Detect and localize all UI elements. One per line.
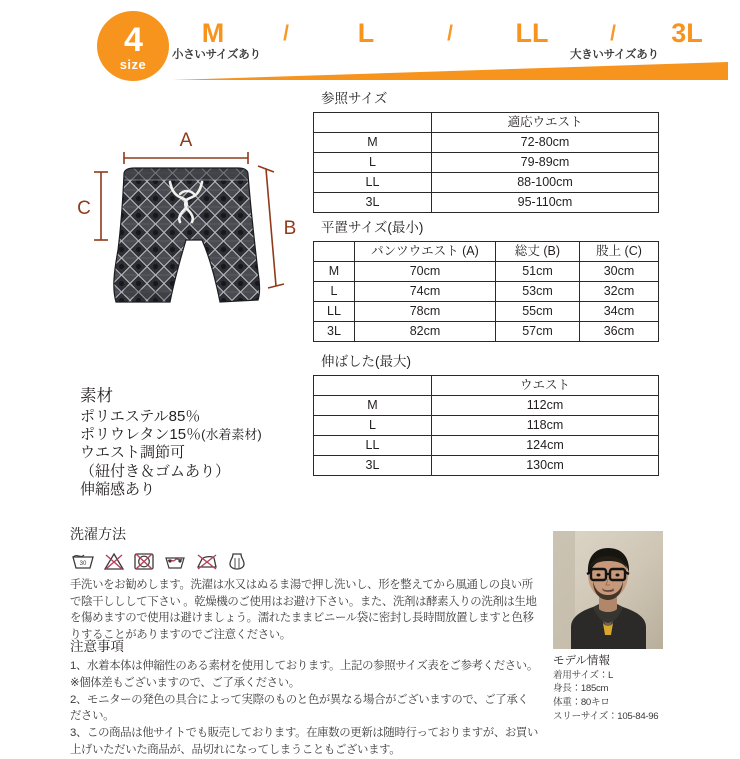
no-iron-icon xyxy=(194,550,220,572)
table-cell-size: LL xyxy=(314,172,432,192)
table-cell-size: 3L xyxy=(314,192,432,212)
model-wearing-size: 着用サイズ：L xyxy=(553,669,614,681)
table-row xyxy=(314,192,659,212)
table-header-cell: ウエスト xyxy=(432,375,659,395)
no-bleach-icon xyxy=(102,550,126,572)
table-cell-value: 82cm xyxy=(355,321,496,341)
model-info-block xyxy=(553,531,665,723)
table-row xyxy=(314,301,659,321)
size-separator-1: / xyxy=(283,21,289,45)
size-separator-3: / xyxy=(610,21,616,45)
reference-size-title: 参照サイズ xyxy=(321,91,388,106)
table-cell-value: 74cm xyxy=(355,281,496,301)
table-row xyxy=(314,455,659,475)
precaution-item: ※個体差もございますので、ご了承ください。 xyxy=(70,676,300,689)
flat-size-table xyxy=(313,241,659,342)
table-header-cell: 股上 (C) xyxy=(580,241,659,261)
model-three-sizes: スリーサイズ：105-84-96 xyxy=(553,710,659,722)
caption-small-size: 小さいサイズあり xyxy=(172,49,261,61)
material-block xyxy=(80,386,310,499)
precautions-heading: 注意事項 xyxy=(70,639,124,654)
material-polyurethane-note: (水着素材) xyxy=(201,426,262,442)
material-line-polyester: ポリエステル85％ xyxy=(80,407,201,425)
model-info-title: モデル情報 xyxy=(553,655,610,667)
table-cell-size: M xyxy=(314,132,432,152)
size-header xyxy=(0,0,740,86)
table-header-row xyxy=(314,241,659,261)
washing-method-block xyxy=(70,527,540,644)
wring-lightly-icon xyxy=(162,550,188,572)
table-header-cell: パンツウエスト (A) xyxy=(355,241,496,261)
table-cell-value: 78cm xyxy=(355,301,496,321)
washing-method-heading: 洗濯方法 xyxy=(70,526,126,542)
hand-wash-icon xyxy=(70,550,96,572)
precaution-item: 2、モニターの発色の具合によって実際のものと色が異なる場合がございますので、ご了承ください。 xyxy=(70,693,529,723)
table-cell-size: LL xyxy=(314,301,355,321)
measure-label-a: A xyxy=(179,130,193,151)
table-cell-size: 3L xyxy=(314,455,432,475)
table-row xyxy=(314,172,659,192)
material-polyurethane-value: ポリウレタン15％ xyxy=(80,425,202,443)
table-cell-value: 53cm xyxy=(496,281,580,301)
svg-text:30: 30 xyxy=(79,561,87,568)
size-count-number: 4 xyxy=(124,21,142,59)
stretched-size-title: 伸ばした(最大) xyxy=(321,354,411,369)
table-cell-value: 95-110cm xyxy=(432,192,659,212)
table-cell-size: M xyxy=(314,395,432,415)
flat-size-section xyxy=(313,221,659,342)
measure-marker-c xyxy=(94,172,108,240)
table-header-row xyxy=(314,112,659,132)
model-photo xyxy=(553,531,663,649)
material-line-stretch: 伸縮感あり xyxy=(80,480,156,498)
stretched-size-section xyxy=(313,355,659,476)
size-gradient-wedge xyxy=(172,62,728,80)
size-option-3l: 3L xyxy=(671,17,703,48)
size-option-m: M xyxy=(201,17,225,48)
table-cell-size: L xyxy=(314,152,432,172)
table-cell-value: 118cm xyxy=(432,415,659,435)
table-row xyxy=(314,152,659,172)
table-cell-value: 124cm xyxy=(432,435,659,455)
measure-label-c: C xyxy=(77,198,91,219)
table-cell-value: 79-89cm xyxy=(432,152,659,172)
material-line-drawstring: （紐付き＆ゴムあり） xyxy=(80,462,231,480)
shade-dry-icon xyxy=(226,550,248,572)
table-row xyxy=(314,321,659,341)
table-cell-value: 130cm xyxy=(432,455,659,475)
reference-size-table xyxy=(313,112,659,213)
table-cell-size: LL xyxy=(314,435,432,455)
table-cell-value: 30cm xyxy=(580,261,659,281)
table-header-cell xyxy=(314,375,432,395)
table-cell-value: 57cm xyxy=(496,321,580,341)
precaution-item: 3、この商品は他サイトでも販売しております。在庫数の更新は随時行っておりますが、お買い上げいただいた商品が、品切れになってしまうこともございます。 xyxy=(70,727,538,757)
caption-large-size: 大きいサイズあり xyxy=(570,49,659,61)
table-cell-value: 72-80cm xyxy=(432,132,659,152)
material-heading: 素材 xyxy=(80,387,113,405)
shorts-illustration xyxy=(114,168,260,302)
table-cell-size: M xyxy=(314,261,355,281)
model-portrait-illustration xyxy=(553,531,663,649)
table-row xyxy=(314,132,659,152)
precaution-item: 1、水着本体は伸縮性のある素材を使用しております。上記の参照サイズ表をご参考ください。 xyxy=(70,659,538,672)
table-header-cell xyxy=(314,241,355,261)
table-cell-size: L xyxy=(314,415,432,435)
precautions-block xyxy=(70,640,540,759)
flat-size-title: 平置サイズ(最小) xyxy=(321,220,424,235)
stretched-size-table xyxy=(313,375,659,476)
table-row xyxy=(314,415,659,435)
table-row xyxy=(314,435,659,455)
table-cell-size: L xyxy=(314,281,355,301)
table-header-cell xyxy=(314,112,432,132)
material-line-waist-adjust: ウエスト調節可 xyxy=(80,444,186,462)
size-count-label: size xyxy=(119,57,147,72)
size-separator-2: / xyxy=(447,21,453,45)
table-cell-size: 3L xyxy=(314,321,355,341)
measure-label-b: B xyxy=(283,218,297,239)
reference-size-section xyxy=(313,92,659,213)
table-row xyxy=(314,395,659,415)
table-header-cell: 適応ウエスト xyxy=(432,112,659,132)
table-cell-value: 70cm xyxy=(355,261,496,281)
model-height: 身長：185cm xyxy=(553,683,609,695)
table-cell-value: 88-100cm xyxy=(432,172,659,192)
care-symbol-list xyxy=(70,546,540,572)
table-cell-value: 36cm xyxy=(580,321,659,341)
size-count-badge xyxy=(97,11,169,81)
measure-marker-b xyxy=(258,166,284,288)
table-row xyxy=(314,281,659,301)
no-tumble-dry-icon xyxy=(132,550,156,572)
product-figure-shorts xyxy=(62,122,310,360)
table-cell-value: 51cm xyxy=(496,261,580,281)
table-cell-value: 55cm xyxy=(496,301,580,321)
table-cell-value: 112cm xyxy=(432,395,659,415)
material-line-polyurethane xyxy=(80,426,310,444)
table-cell-value: 34cm xyxy=(580,301,659,321)
size-option-ll: LL xyxy=(515,17,549,48)
table-cell-value: 32cm xyxy=(580,281,659,301)
table-row xyxy=(314,261,659,281)
measure-marker-a xyxy=(124,152,248,164)
model-weight: 体重：80キロ xyxy=(553,697,610,709)
washing-method-text: 手洗いをお勧めします。洗濯は水又はぬるま湯で押し洗いし、形を整えてから風通しの良い所で陰干ししして下さい 。乾燥機のご使用はお避け下さい。また、洗剤は酵素入りの洗剤は生地を傷めますので使用は避けましょう。濡れたままビニール袋に密封し長時間放置しますと色移りすることがありますのでご注意ください。 xyxy=(70,579,537,641)
table-header-cell: 総丈 (B) xyxy=(496,241,580,261)
table-header-row xyxy=(314,375,659,395)
size-option-l: L xyxy=(357,17,375,48)
